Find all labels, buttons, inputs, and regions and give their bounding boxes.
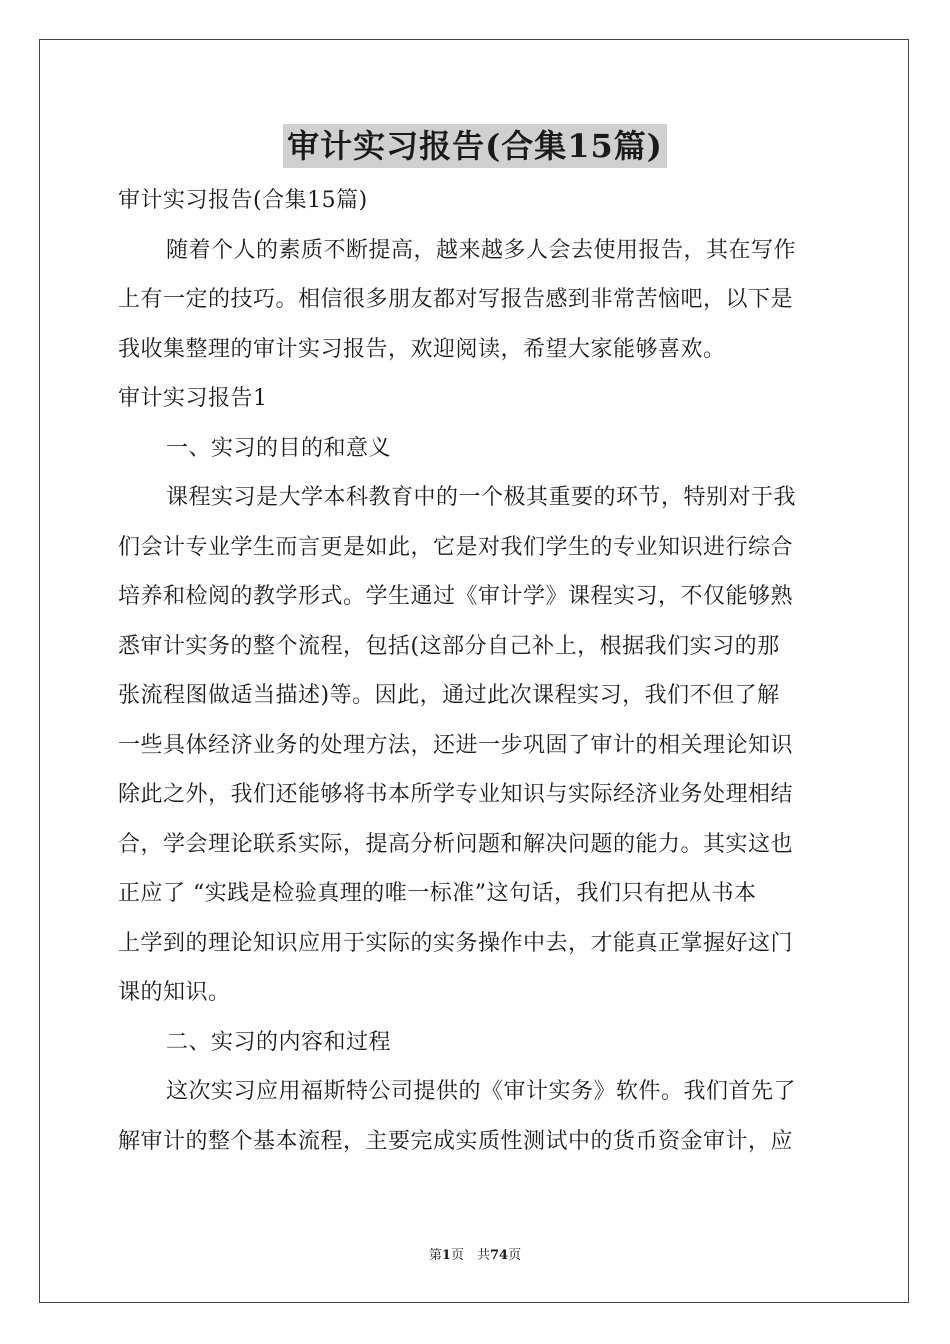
text-line: 培养和检阅的教学形式。学生通过《审计学》课程实习，不仅能够熟 bbox=[118, 584, 794, 609]
text-line: 上学到的理论知识应用于实际的实务操作中去，才能真正掌握好这门 bbox=[118, 930, 794, 956]
footer-mid: 页 共 bbox=[450, 1248, 490, 1263]
text-line: 二、实习的内容和过程 bbox=[166, 1029, 392, 1055]
text-line: 审计实习报告1 bbox=[118, 386, 268, 411]
text-line: 正应了 “实践是检验真理的唯一标准”这句话，我们只有把从书本 bbox=[118, 881, 757, 906]
text-line: 一些具体经济业务的处理方法，还进一步巩固了审计的相关理论知识 bbox=[118, 732, 794, 758]
text-line: 们会计专业学生而言更是如此，它是对我们学生的专业知识进行综合 bbox=[118, 534, 794, 560]
text-line: 除此之外，我们还能够将书本所学专业知识与实际经济业务处理相结 bbox=[118, 782, 794, 807]
text-line: 审计实习报告(合集15篇) bbox=[118, 188, 368, 213]
text-line: 一、实习的目的和意义 bbox=[166, 435, 392, 461]
text-line: 我收集整理的审计实习报告，欢迎阅读，希望大家能够喜欢。 bbox=[118, 336, 726, 362]
text-line: 这次实习应用福斯特公司提供的《审计实务》软件。我们首先了 bbox=[166, 1079, 797, 1104]
footer-prefix: 第 bbox=[428, 1248, 442, 1263]
text-line: 解审计的整个基本流程，主要完成实质性测试中的货币资金审计，应 bbox=[118, 1128, 794, 1154]
document-title: 审计实习报告(合集15篇) bbox=[283, 124, 667, 168]
text-line: 随着个人的素质不断提高，越来越多人会去使用报告，其在写作 bbox=[166, 237, 797, 263]
page-footer bbox=[0, 1246, 950, 1266]
text-line: 课程实习是大学本科教育中的一个极其重要的环节，特别对于我 bbox=[166, 485, 797, 510]
title-container bbox=[0, 124, 950, 168]
text-line: 合，学会理论联系实际，提高分析问题和解决问题的能力。其实这也 bbox=[118, 831, 794, 857]
text-line: 课的知识。 bbox=[118, 980, 231, 1005]
footer-current-page: 1 bbox=[441, 1248, 451, 1263]
text-line: 悉审计实务的整个流程，包括(这部分自己补上，根据我们实习的那 bbox=[118, 633, 780, 659]
footer-total-pages: 74 bbox=[489, 1248, 509, 1263]
text-line: 上有一定的技巧。相信很多朋友都对写报告感到非常苦恼吧，以下是 bbox=[118, 287, 794, 312]
text-line: 张流程图做适当描述)等。因此，通过此次课程实习，我们不但了解 bbox=[118, 683, 780, 708]
footer-suffix: 页 bbox=[508, 1248, 522, 1263]
document-body bbox=[118, 176, 834, 1166]
